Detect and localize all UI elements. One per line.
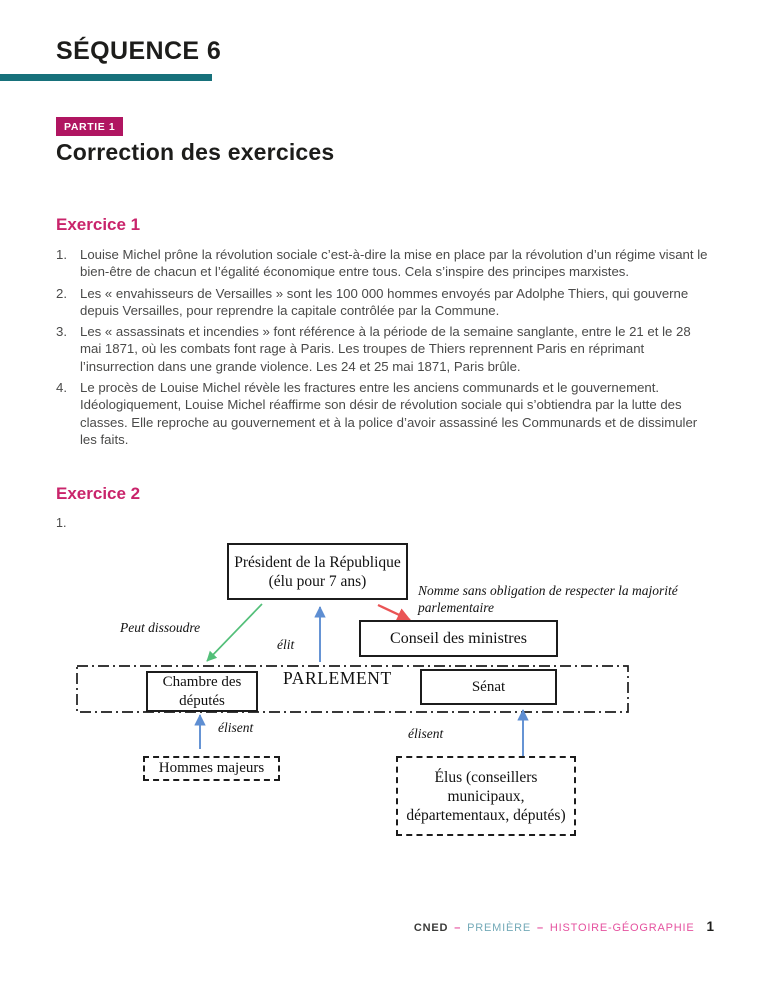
partie-badge: PARTIE 1 bbox=[56, 117, 123, 136]
page-title: Correction des exercices bbox=[56, 139, 335, 165]
exercice2-item-number: 1. bbox=[56, 516, 67, 530]
parlement-label: PARLEMENT bbox=[283, 668, 392, 688]
list-item-text: Louise Michel prône la révolution sociale c’est-à-dire la mise en place par la révolution d’un régime visant le bien-être de chacun et l’égalité économique entre tous. Cela s’inspire des principes marxistes. bbox=[80, 247, 708, 280]
elisent-left-label: élisent bbox=[218, 720, 254, 735]
sequence-title: SÉQUENCE 6 bbox=[56, 37, 222, 65]
elisent-right-label: élisent bbox=[408, 726, 444, 741]
hommes-majeurs-box: Hommes majeurs bbox=[143, 756, 280, 781]
note-nomme-label: Nomme sans obligation de respecter la majorité parlementaire bbox=[418, 583, 678, 615]
peut-dissoudre-label: Peut dissoudre bbox=[120, 620, 201, 635]
footer-subject: HISTOIRE-GÉOGRAPHIE bbox=[549, 922, 695, 934]
page-number: 1 bbox=[706, 919, 714, 934]
conseil-ministres-box: Conseil des ministres bbox=[359, 620, 558, 657]
list-item-number: 1. bbox=[56, 247, 67, 262]
footer-separator: – bbox=[454, 922, 462, 934]
exercice2-heading: Exercice 2 bbox=[56, 484, 141, 503]
arrow-peut-dissoudre bbox=[207, 604, 262, 661]
elus-box: Élus (conseillers municipaux, départementaux, députés) bbox=[396, 756, 576, 836]
list-item-text: Les « envahisseurs de Versailles » sont les 100 000 hommes envoyés par Adolphe Thiers, qui gouverne depuis Versailles, pour reprendre la capitale contrôlée par la Commune. bbox=[80, 285, 689, 318]
footer-brand: CNED bbox=[413, 922, 449, 934]
arrow-nomme bbox=[378, 605, 410, 620]
elit-label: élit bbox=[277, 637, 295, 652]
senat-box: Sénat bbox=[420, 669, 557, 705]
president-box: Président de la République (élu pour 7 ans) bbox=[227, 543, 408, 600]
exercice1-heading: Exercice 1 bbox=[56, 215, 141, 234]
list-item-text: Les « assassinats et incendies » font référence à la période de la semaine sanglante, entre le 21 et le 28 mai 1871, où les combats font rage à Paris. Les troupes de Thiers reprennent Paris en réprimant l’insurrection dans une grande violence. Les 24 et 25 mai 1871, Paris brûle. bbox=[80, 324, 691, 374]
chambre-deputes-box: Chambre des députés bbox=[146, 671, 258, 712]
footer-separator: – bbox=[536, 922, 544, 934]
list-item-number: 4. bbox=[56, 380, 67, 396]
list-item-text: Le procès de Louise Michel révèle les fractures entre les anciens communards et le gouvernement. Idéologiquement, Louise Michel réaffirme son désir de révolution sociale qui s’obtiendra par la lutte des classes. Elle reproche au gouvernement et à la police d’avoir assassiné les Communards et de dissimuler les faits. bbox=[80, 380, 698, 447]
list-item-number: 2. bbox=[56, 285, 67, 301]
list-item-number: 3. bbox=[56, 324, 67, 340]
footer-level: PREMIÈRE bbox=[467, 922, 531, 934]
page-footer bbox=[414, 919, 714, 934]
